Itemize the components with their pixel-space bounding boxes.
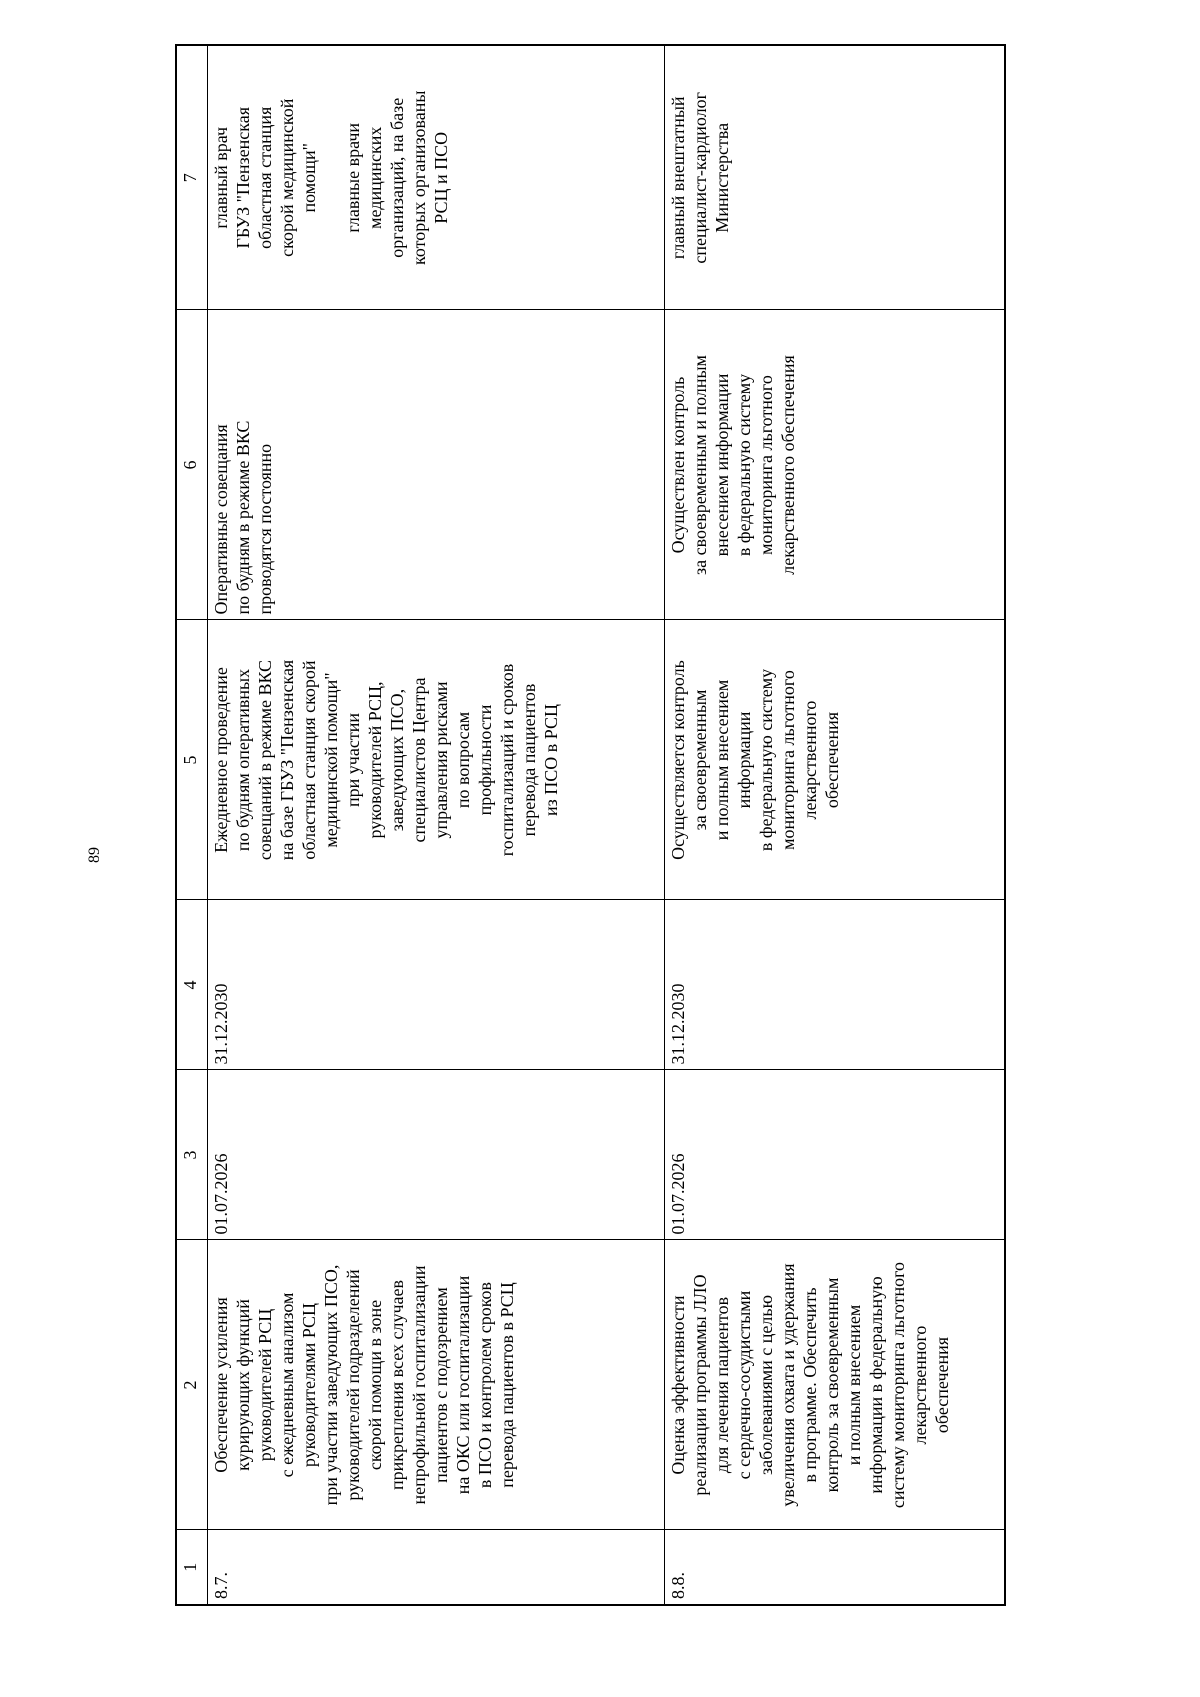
text-line: информации bbox=[734, 711, 754, 809]
text-line: мониторинга льготного bbox=[778, 670, 798, 850]
text-line: заведующих ПСО, bbox=[387, 688, 407, 832]
text-line: лекарственного обеспечения bbox=[778, 355, 798, 575]
text-line: Обеспечение усиления bbox=[211, 1297, 231, 1473]
text-line: в программе. Обеспечить bbox=[800, 1287, 820, 1483]
column-number: 1 bbox=[176, 1530, 208, 1605]
text-line: главный внештатный bbox=[668, 96, 688, 260]
text-line: информации в федеральную bbox=[866, 1276, 886, 1494]
text-line: главные врачи bbox=[343, 122, 363, 233]
text-line: перевода пациентов в РСЦ bbox=[497, 1282, 517, 1488]
text-line: руководителей РСЦ, bbox=[365, 681, 385, 839]
text-line: внесением информации bbox=[712, 373, 732, 557]
text-line: по будням оперативных bbox=[233, 668, 253, 852]
text-line: помощи" bbox=[299, 142, 319, 213]
event-cell bbox=[208, 1240, 665, 1530]
table-row bbox=[208, 45, 665, 1605]
text-line: в федеральную систему bbox=[734, 373, 754, 557]
event-cell bbox=[665, 1240, 1006, 1530]
column-number: 2 bbox=[176, 1240, 208, 1530]
text-line: для лечения пациентов bbox=[712, 1296, 732, 1474]
start-date: 01.07.2026 bbox=[208, 1070, 665, 1240]
actual-result-cell bbox=[208, 310, 665, 620]
text-line: медицинской помощи" bbox=[321, 672, 341, 848]
rotated-table-container bbox=[175, 46, 1025, 1606]
text-line: обеспечения bbox=[932, 1336, 952, 1434]
text-line: Оценка эффективности bbox=[668, 1295, 688, 1475]
text-line: проводятся постоянно bbox=[255, 443, 275, 615]
text-line: при участии заведующих ПСО, bbox=[321, 1264, 341, 1506]
text-line: Ежедневное проведение bbox=[211, 667, 231, 853]
expected-result-cell bbox=[665, 620, 1006, 900]
column-number: 6 bbox=[176, 310, 208, 620]
text-line: руководителями РСЦ bbox=[299, 1302, 319, 1468]
text-line: по вопросам bbox=[453, 711, 473, 809]
start-date: 01.07.2026 bbox=[665, 1070, 1006, 1240]
text-line: мониторинга льготного bbox=[756, 375, 776, 555]
text-line: Министерства bbox=[712, 122, 732, 233]
text-line: в федеральную систему bbox=[756, 668, 776, 852]
text-line: скорой медицинской bbox=[277, 98, 297, 257]
text-line: управления рисками bbox=[431, 681, 451, 839]
text-line: лекарственного bbox=[800, 700, 820, 820]
text-line: на базе ГБУЗ "Пензенская bbox=[277, 659, 297, 861]
text-line: Оперативные совещания bbox=[211, 424, 231, 615]
text-line: которых организованы bbox=[409, 90, 429, 265]
text-line: специалистов Центра bbox=[409, 677, 429, 843]
text-line: областная станция скорой bbox=[299, 660, 319, 860]
text-line: совещаний в режиме ВКС bbox=[255, 659, 275, 861]
text-line: обеспечения bbox=[822, 711, 842, 809]
text-line: в ПСО и контролем сроков bbox=[475, 1281, 495, 1489]
text-line: за своевременным bbox=[690, 689, 710, 831]
column-number-row bbox=[176, 45, 208, 1605]
measures-table bbox=[175, 44, 1006, 1606]
text-line: Осуществляется контроль bbox=[668, 660, 688, 860]
text-line: с сердечно-сосудистыми bbox=[734, 1290, 754, 1480]
end-date: 31.12.2030 bbox=[208, 900, 665, 1070]
text-line: реализации программы ЛЛО bbox=[690, 1274, 710, 1496]
text-line: заболеваниями с целью bbox=[756, 1294, 776, 1476]
text-line: на ОКС или госпитализации bbox=[453, 1275, 473, 1495]
expected-result-cell bbox=[208, 620, 665, 900]
actual-result-cell bbox=[665, 310, 1006, 620]
text-line: из ПСО в РСЦ bbox=[541, 704, 561, 816]
text-line: перевода пациентов bbox=[519, 683, 539, 837]
text-line: за своевременным и полным bbox=[690, 355, 710, 575]
responsible-cell bbox=[208, 45, 665, 310]
text-line: областная станция bbox=[255, 106, 275, 249]
text-line: скорой помощи в зоне bbox=[365, 1299, 385, 1471]
text-line: РСЦ и ПСО bbox=[431, 131, 451, 224]
text-line: специалист-кардиолог bbox=[690, 91, 710, 264]
text-line: увеличения охвата и удержания bbox=[778, 1263, 798, 1507]
text-line: ГБУЗ "Пензенская bbox=[233, 106, 253, 249]
column-number: 3 bbox=[176, 1070, 208, 1240]
text-line: по будням в режиме ВКС bbox=[233, 420, 253, 615]
text-line: систему мониторинга льготного bbox=[888, 1261, 908, 1509]
text-line: контроль за своевременным bbox=[822, 1277, 842, 1493]
text-line: с ежедневным анализом bbox=[277, 1292, 297, 1478]
row-number: 8.8. bbox=[665, 1530, 1006, 1605]
responsible-cell bbox=[665, 45, 1006, 310]
text-line: и полным внесением bbox=[844, 1304, 864, 1466]
text-line: госпитализаций и сроков bbox=[497, 663, 517, 857]
paragraph-gap bbox=[320, 51, 342, 305]
table-row bbox=[665, 45, 1006, 1605]
column-number: 7 bbox=[176, 45, 208, 310]
row-number: 8.7. bbox=[208, 1530, 665, 1605]
text-line: пациентов с подозрением bbox=[431, 1287, 451, 1483]
text-line: руководителей подразделений bbox=[343, 1269, 363, 1501]
text-line: прикрепления всех случаев bbox=[387, 1280, 407, 1491]
text-line: Осуществлен контроль bbox=[668, 376, 688, 554]
text-line: руководителей РСЦ bbox=[255, 1308, 275, 1462]
text-line: организаций, на базе bbox=[387, 97, 407, 258]
text-line: лекарственного bbox=[910, 1325, 930, 1445]
column-number: 5 bbox=[176, 620, 208, 900]
text-line: и полным внесением bbox=[712, 679, 732, 841]
page-number: 89 bbox=[86, 847, 103, 863]
text-line: непрофильной госпитализации bbox=[409, 1265, 429, 1505]
text-line: курирующих функций bbox=[233, 1299, 253, 1471]
column-number: 4 bbox=[176, 900, 208, 1070]
text-line: медицинских bbox=[365, 126, 385, 229]
text-line: профильности bbox=[475, 704, 495, 816]
end-date: 31.12.2030 bbox=[665, 900, 1006, 1070]
text-line: при участии bbox=[343, 713, 363, 807]
text-line: главный врач bbox=[211, 126, 231, 229]
